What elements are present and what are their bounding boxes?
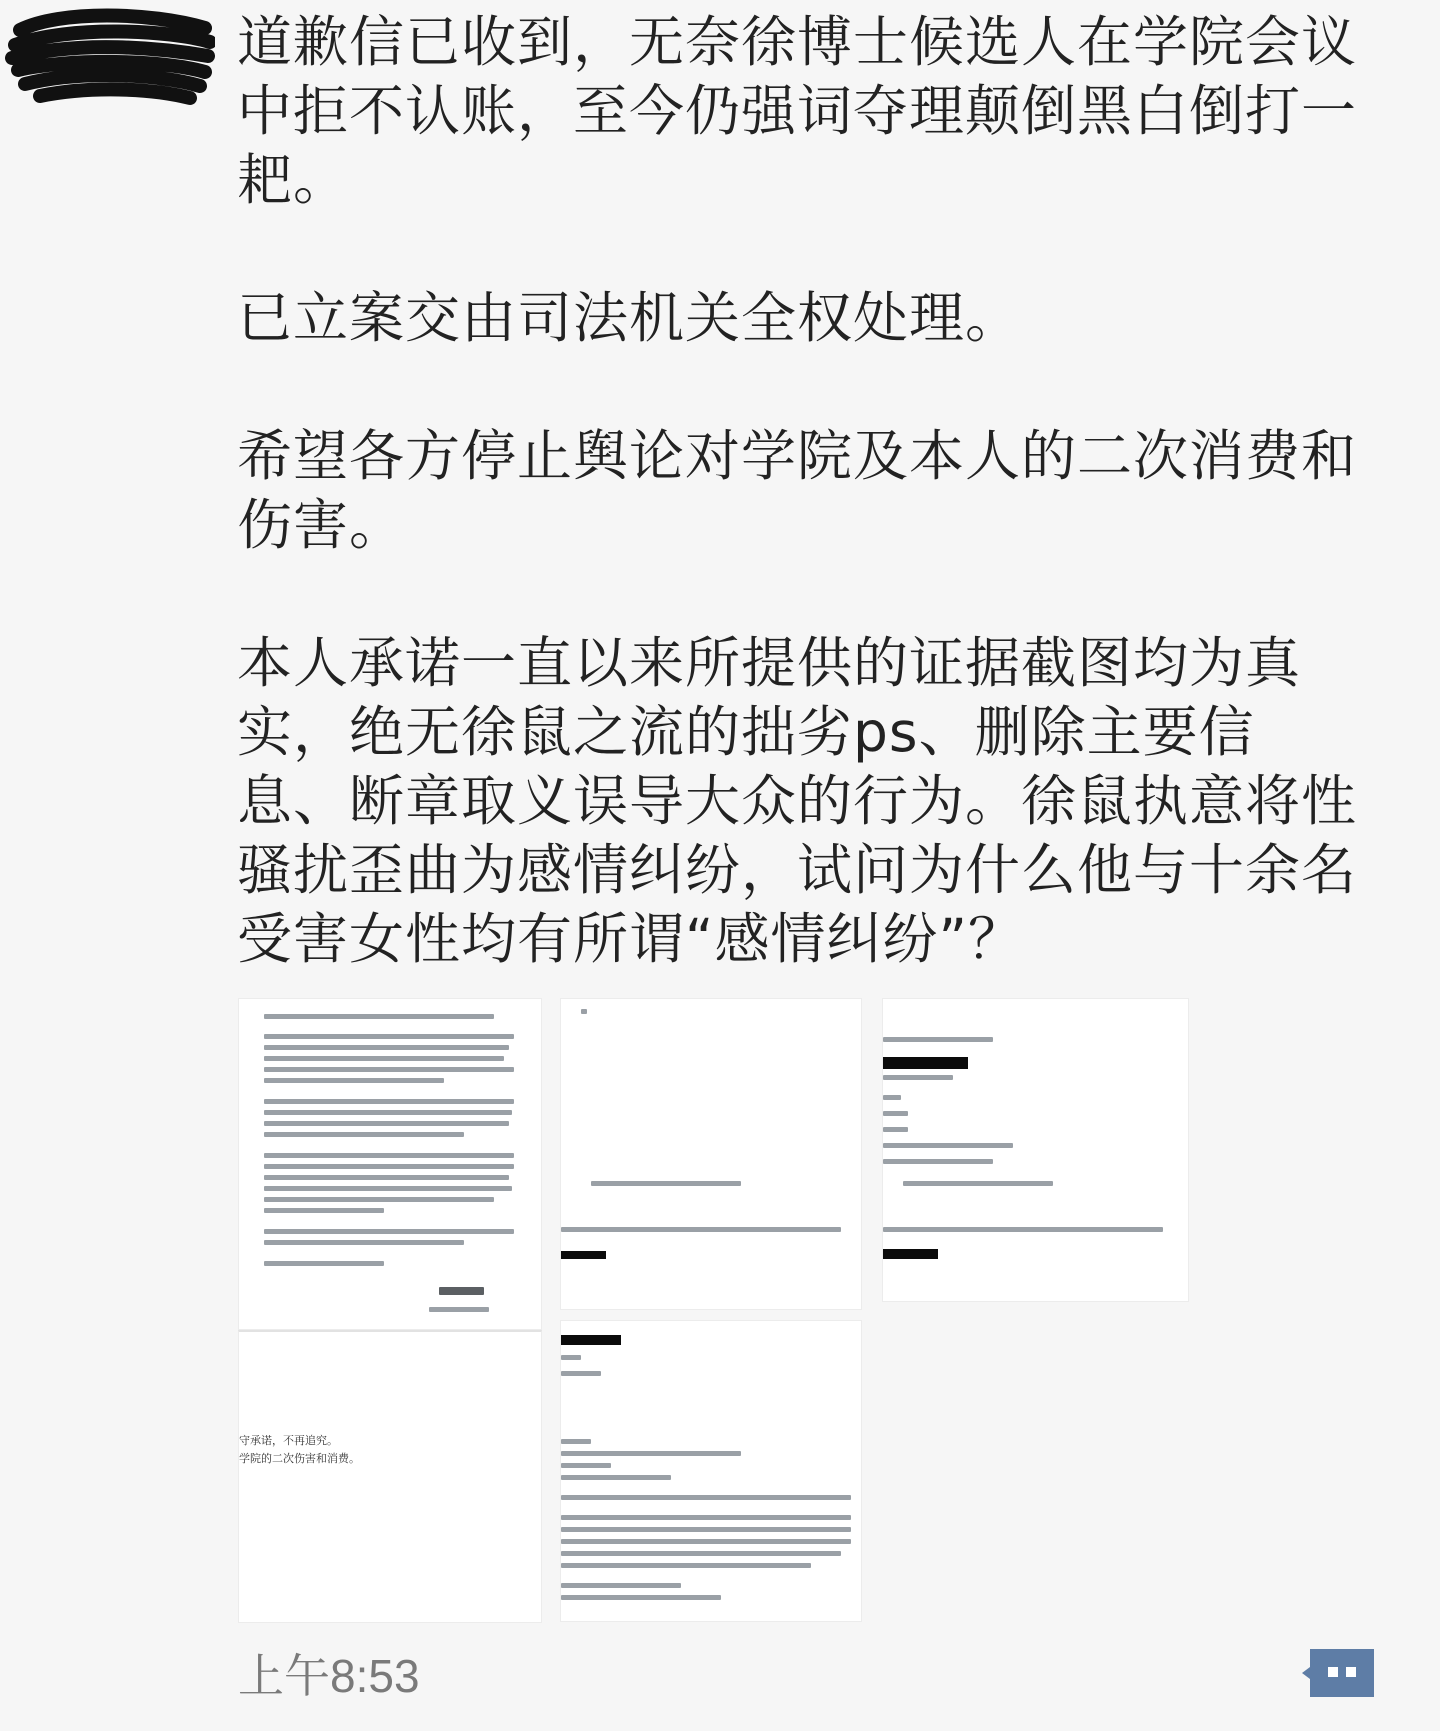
attachment-image-email-1[interactable] <box>560 998 862 1310</box>
comment-button[interactable] <box>1300 1645 1378 1701</box>
post-paragraph: 本人承诺一直以来所提供的证据截图均为真实，绝无徐鼠之流的拙劣ps、删除主要信息、断章取义误导大众的行为。徐鼠执意将性骚扰歪曲为感情纠纷，试问为什么他与十余名受害女性均有所谓“感情纠纷”？ <box>237 631 1358 971</box>
post-paragraph: 道歉信已收到，无奈徐博士候选人在学院会议中拒不认账，至今仍强词夺理颠倒黑白倒打一耙。 <box>237 10 1358 212</box>
post-timestamp: 上午8:53 <box>238 1650 420 1702</box>
redacted-avatar-scribble <box>0 0 215 120</box>
comment-icon <box>1300 1645 1378 1701</box>
attachment-image-letter-cont[interactable] <box>238 1330 542 1623</box>
thumb-text: 守承诺，不再追究。 <box>239 1434 338 1447</box>
thumb-text: 学院的二次伤害和消费。 <box>239 1452 360 1465</box>
attachment-image-email-3[interactable] <box>560 1320 862 1622</box>
post-text <box>237 8 1362 974</box>
post-paragraph: 希望各方停止舆论对学院及本人的二次消费和伤害。 <box>237 424 1358 557</box>
post-paragraph: 已立案交由司法机关全权处理。 <box>237 286 1022 350</box>
attachment-image-letter[interactable] <box>238 998 542 1330</box>
attachment-image-email-2[interactable] <box>882 998 1189 1302</box>
